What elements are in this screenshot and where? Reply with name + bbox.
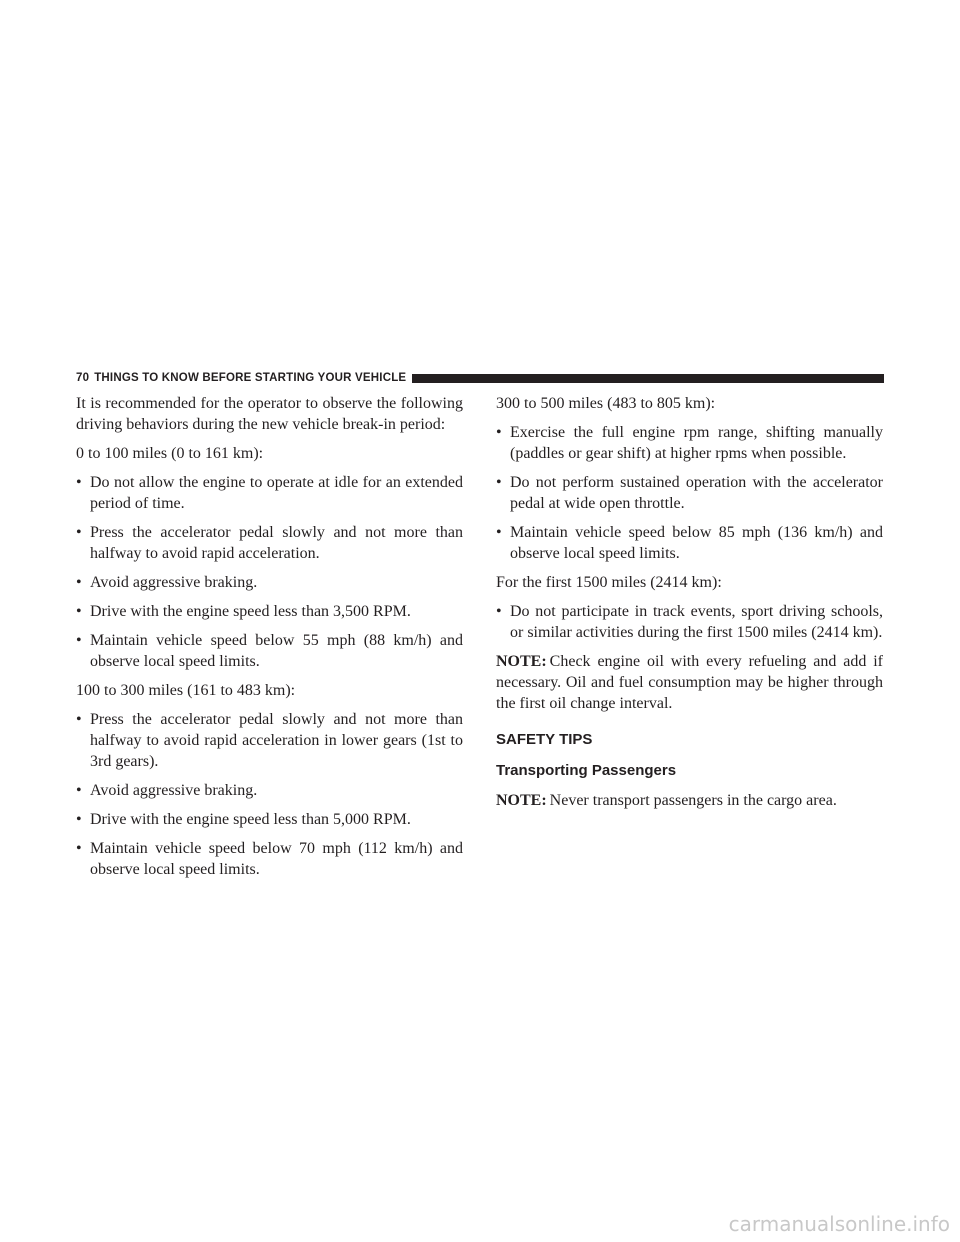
transporting-passengers-heading: Transporting Passengers: [496, 762, 677, 779]
bullet: •: [76, 603, 82, 620]
header-rule: [412, 374, 884, 383]
passenger-note: [496, 790, 883, 811]
bullet: •: [496, 524, 502, 541]
right-column: [496, 393, 883, 819]
list-item: • Maintain vehicle speed below 70 mph (112 km/h) and observe local speed limits.: [76, 840, 463, 878]
bullet: •: [76, 840, 82, 857]
list-item: • Maintain vehicle speed below 85 mph (136 km/h) and observe local speed limits.: [496, 524, 883, 562]
list-item: • Drive with the engine speed less than 3,500 RPM.: [76, 603, 411, 620]
oil-note: [496, 651, 883, 714]
section-title: THINGS TO KNOW BEFORE STARTING YOUR VEHICLE: [94, 372, 407, 384]
bullet: •: [76, 474, 82, 491]
range-1500-title: For the first 1500 miles (2414 km):: [496, 574, 722, 591]
list-item: • Avoid aggressive braking.: [76, 782, 258, 799]
safety-tips-heading: SAFETY TIPS: [496, 731, 593, 748]
list-item: • Maintain vehicle speed below 55 mph (88 km/h) and observe local speed limits.: [76, 632, 463, 670]
list-item: • Do not allow the engine to operate at idle for an extended period of time.: [76, 474, 463, 512]
range-0-100-title: 0 to 100 miles (0 to 161 km):: [76, 445, 264, 462]
range-300-500-list: [496, 422, 883, 564]
list-item: • Drive with the engine speed less than 5,000 RPM.: [76, 811, 411, 828]
bullet: •: [76, 711, 82, 728]
bullet: •: [76, 811, 82, 828]
list-item: • Do not perform sustained operation with the accelerator pedal at wide open throttle.: [496, 474, 883, 512]
list-item: • Press the accelerator pedal slowly and not more than halfway to avoid rapid acceleration in lower gears (1st to 3rd gears).: [76, 711, 463, 770]
list-item: • Exercise the full engine rpm range, shifting manually (paddles or gear shift) at higher rpms when possible.: [496, 424, 883, 462]
note-label: NOTE:: [496, 653, 547, 670]
list-item: • Avoid aggressive braking.: [76, 574, 258, 591]
bullet: •: [496, 603, 502, 620]
range-100-300-title: 100 to 300 miles (161 to 483 km):: [76, 682, 296, 699]
watermark: carmanualsonline.info: [728, 1212, 950, 1236]
bullet: •: [76, 632, 82, 649]
note-label: NOTE:: [496, 792, 547, 809]
left-column: [76, 393, 463, 888]
bullet: •: [76, 524, 82, 541]
range-0-100-list: [76, 472, 463, 672]
list-item: • Do not participate in track events, sport driving schools, or similar activities during the first 1500 miles (2414 km).: [496, 603, 883, 641]
list-item: • Press the accelerator pedal slowly and not more than halfway to avoid rapid acceleration.: [76, 524, 463, 562]
bullet: •: [496, 474, 502, 491]
page-number: 70: [76, 372, 90, 384]
intro-paragraph: It is recommended for the operator to observe the following driving behaviors during the new vehicle break-in period:: [76, 395, 463, 433]
range-100-300-list: [76, 709, 463, 880]
bullet: •: [76, 782, 82, 799]
page-header: [76, 370, 884, 386]
range-300-500-title: 300 to 500 miles (483 to 805 km):: [496, 395, 716, 412]
range-1500-list: [496, 601, 883, 643]
bullet: •: [496, 424, 502, 441]
bullet: •: [76, 574, 82, 591]
note-text: Never transport passengers in the cargo area.: [549, 792, 837, 809]
note-text: Check engine oil with every refueling and add if necessary. Oil and fuel consumption may be higher through the first oil change interval.: [496, 653, 883, 712]
